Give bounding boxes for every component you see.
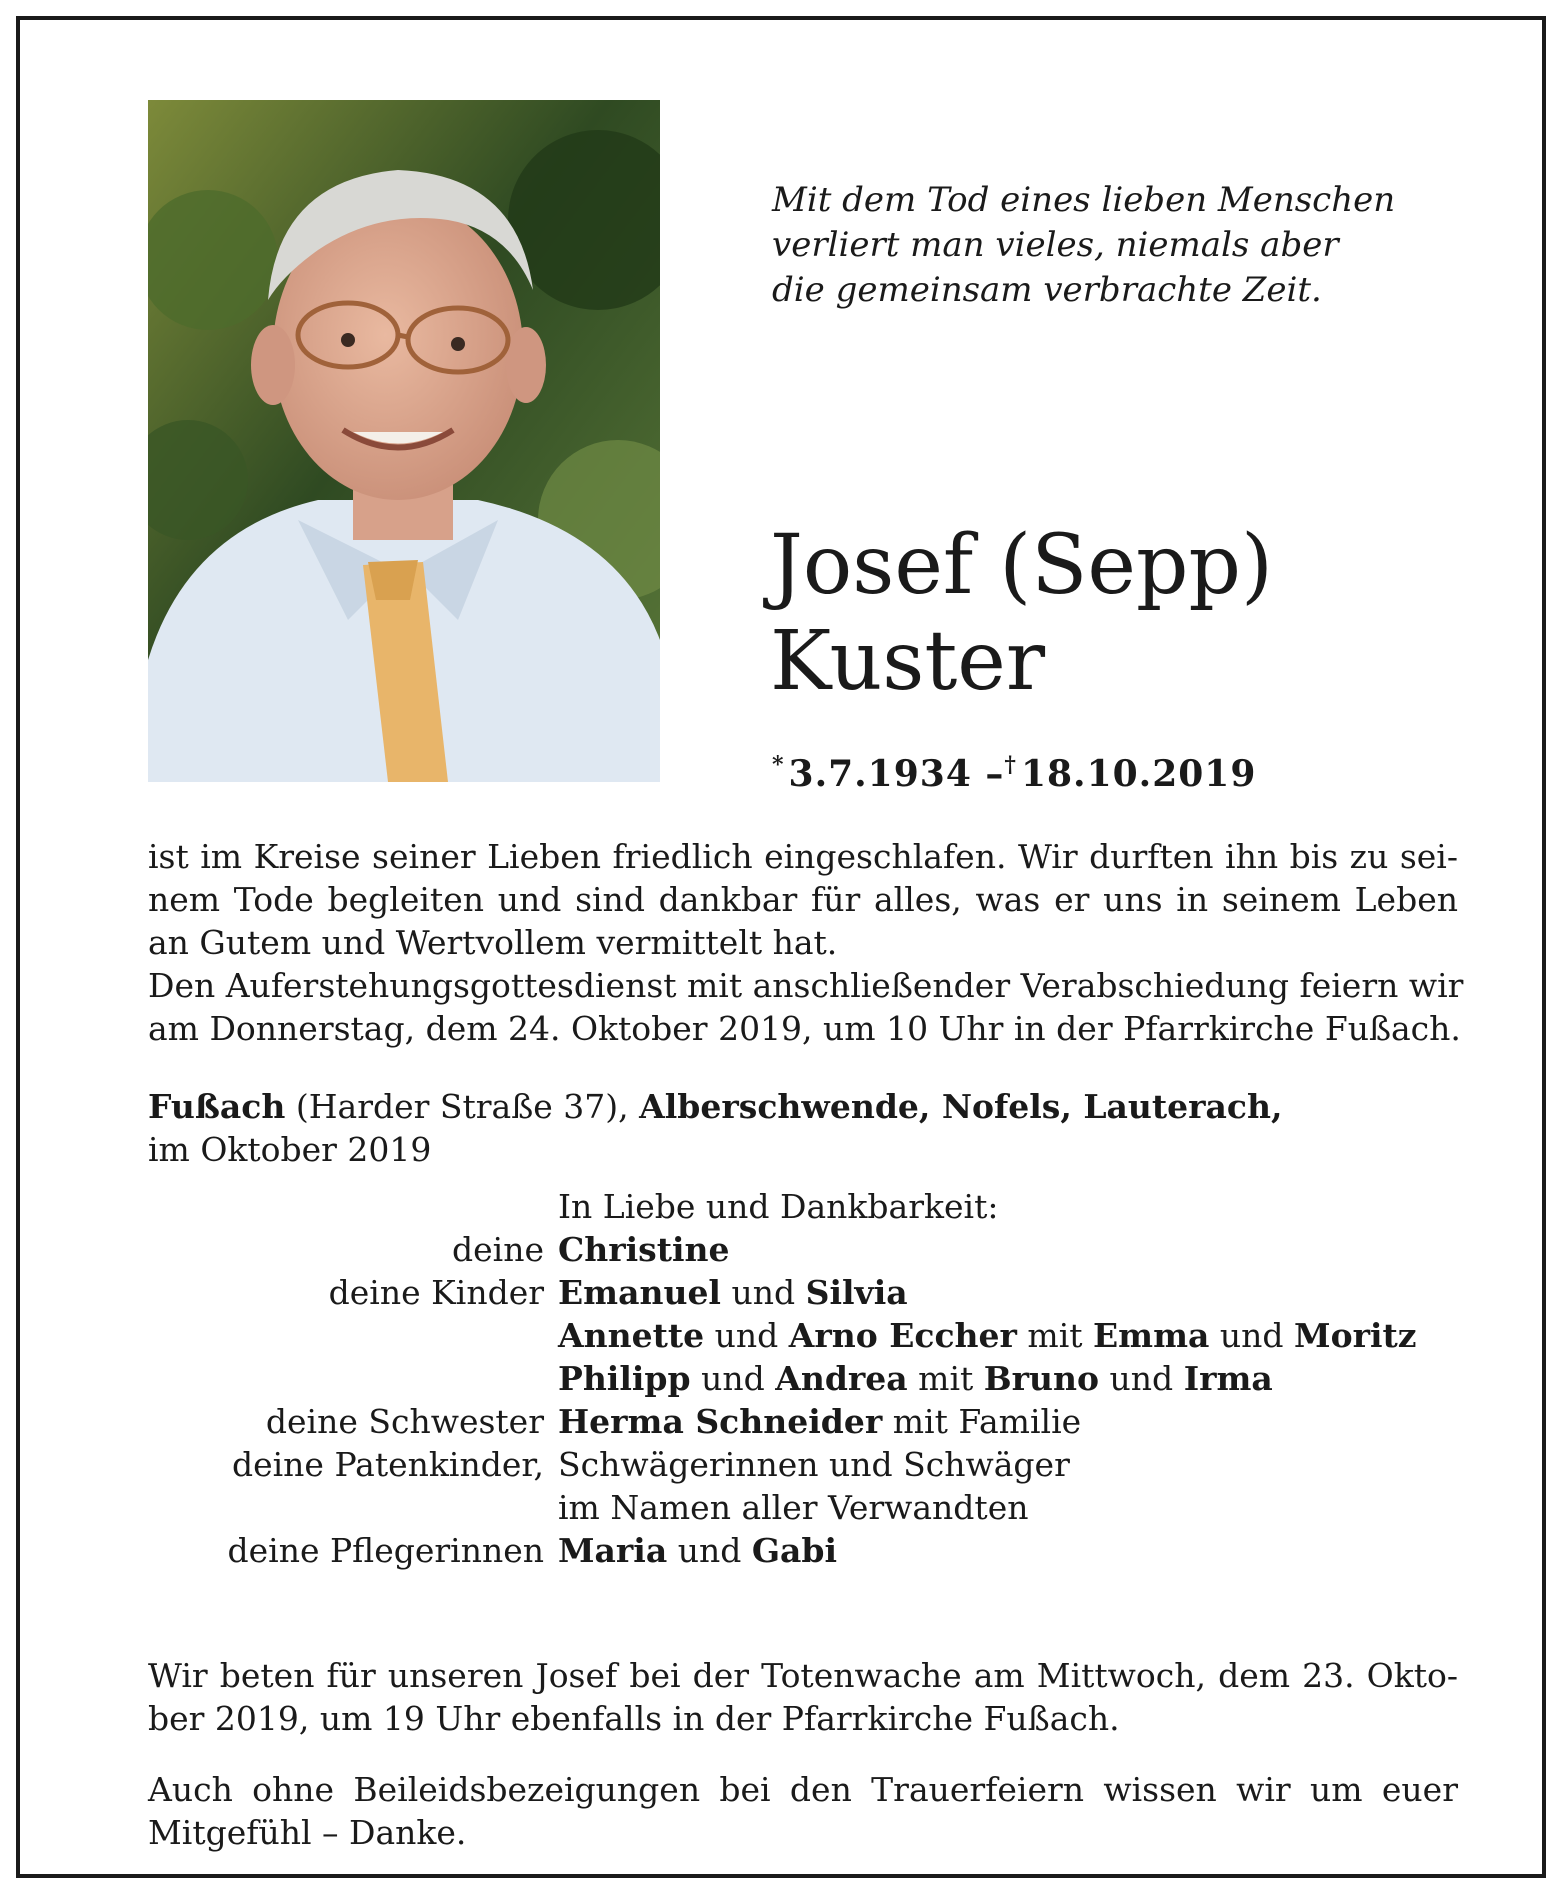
conjunction: mit	[918, 1359, 974, 1398]
grandchild-name: Moritz	[1294, 1316, 1417, 1355]
family-row	[148, 1486, 1458, 1529]
grandchild-name: Bruno	[983, 1359, 1100, 1398]
family-row	[148, 1228, 1458, 1271]
sister-suffix: mit Familie	[892, 1402, 1082, 1441]
carer-name: Gabi	[751, 1531, 838, 1570]
portrait-photo	[148, 100, 660, 782]
deceased-first-name: Josef (Sepp)	[770, 518, 1273, 613]
child-name: Philipp	[558, 1359, 691, 1398]
relatives-text: im Namen aller Verwandten	[558, 1488, 1029, 1527]
portrait-illustration	[148, 100, 660, 782]
family-row	[148, 1271, 1458, 1314]
child-name: Emanuel	[558, 1273, 721, 1312]
family-row	[148, 1529, 1458, 1572]
closing-line: Mitgefühl – Danke.	[148, 1813, 467, 1852]
town-name: Fußach	[148, 1087, 286, 1126]
conjunction: und	[677, 1531, 742, 1570]
obituary-frame	[16, 16, 1546, 1878]
quote-line: verliert man vieles, niemals aber	[772, 225, 1339, 265]
grandchild-name: Emma	[1093, 1316, 1210, 1355]
wife-name: Christine	[558, 1230, 730, 1269]
date-line: im Oktober 2019	[148, 1130, 432, 1169]
vigil-text	[148, 1654, 1458, 1740]
conjunction: und	[714, 1316, 779, 1355]
family-intro: In Liebe und Dankbarkeit:	[558, 1187, 999, 1226]
vigil-line: Wir beten für unseren Josef bei der Totenwache am Mittwoch, dem 23. Okto-	[148, 1656, 1458, 1695]
children-label: deine Kinder	[328, 1273, 544, 1312]
sister-label: deine Schwester	[265, 1402, 544, 1441]
announcement-line: Den Auferstehungsgottesdienst mit anschließender Verabschiedung feiern wir	[148, 966, 1464, 1005]
conjunction: und	[731, 1273, 796, 1312]
conjunction: und	[701, 1359, 765, 1398]
conjunction: und	[1109, 1359, 1174, 1398]
death-symbol: †	[1004, 752, 1017, 778]
birth-date: 3.7.1934	[788, 753, 972, 795]
announcement-line: nem Tode begleiten und sind dankbar für alles, was er uns in seinem Leben	[148, 880, 1458, 919]
deceased-name	[770, 518, 1273, 710]
wife-label: deine	[452, 1230, 544, 1269]
deceased-last-name: Kuster	[770, 614, 1046, 709]
closing-text	[148, 1768, 1458, 1854]
child-partner-name: Arno Eccher	[788, 1316, 1017, 1355]
places-line	[148, 1085, 1458, 1171]
town-address: (Harder Straße 37),	[295, 1087, 629, 1126]
announcement-line: am Donnerstag, dem 24. Oktober 2019, um 10 Uhr in der Pfarrkirche Fußach.	[148, 1009, 1461, 1048]
closing-line: Auch ohne Beileidsbezeigungen bei den Trauerfeiern wissen wir um euer	[148, 1770, 1458, 1809]
family-row	[148, 1443, 1458, 1486]
date-separator: –	[985, 753, 1005, 795]
memorial-quote	[772, 178, 1412, 313]
family-row	[148, 1357, 1458, 1400]
godchildren-label: deine Patenkinder,	[231, 1445, 544, 1484]
family-row	[148, 1400, 1458, 1443]
quote-line: Mit dem Tod eines lieben Menschen	[772, 180, 1396, 220]
child-partner-name: Andrea	[775, 1359, 908, 1398]
conjunction: und	[1219, 1316, 1284, 1355]
birth-symbol: *	[772, 752, 785, 778]
death-date: 18.10.2019	[1020, 753, 1257, 795]
sister-name: Herma Schneider	[558, 1402, 883, 1441]
quote-line: die gemeinsam verbrachte Zeit.	[772, 270, 1322, 310]
family-row	[148, 1314, 1458, 1357]
vigil-line: ber 2019, um 19 Uhr ebenfalls in der Pfarrkirche Fußach.	[148, 1699, 1120, 1738]
announcement-text	[148, 835, 1464, 1050]
grandchild-name: Irma	[1183, 1359, 1273, 1398]
carer-name: Maria	[558, 1531, 668, 1570]
carers-label: deine Pflegerinnen	[227, 1531, 544, 1570]
family-list	[148, 1185, 1458, 1572]
announcement-line: an Gutem und Wertvollem vermittelt hat.	[148, 923, 838, 962]
life-dates	[772, 752, 1256, 795]
family-row	[148, 1185, 1458, 1228]
child-partner-name: Silvia	[805, 1273, 908, 1312]
announcement-line: ist im Kreise seiner Lieben friedlich eingeschlafen. Wir durften ihn bis zu sei-	[148, 837, 1458, 876]
other-towns: Alberschwende, Nofels, Lauterach,	[639, 1087, 1283, 1126]
conjunction: mit	[1027, 1316, 1083, 1355]
godchildren-text: Schwägerinnen und Schwäger	[558, 1445, 1070, 1484]
child-name: Annette	[558, 1316, 705, 1355]
